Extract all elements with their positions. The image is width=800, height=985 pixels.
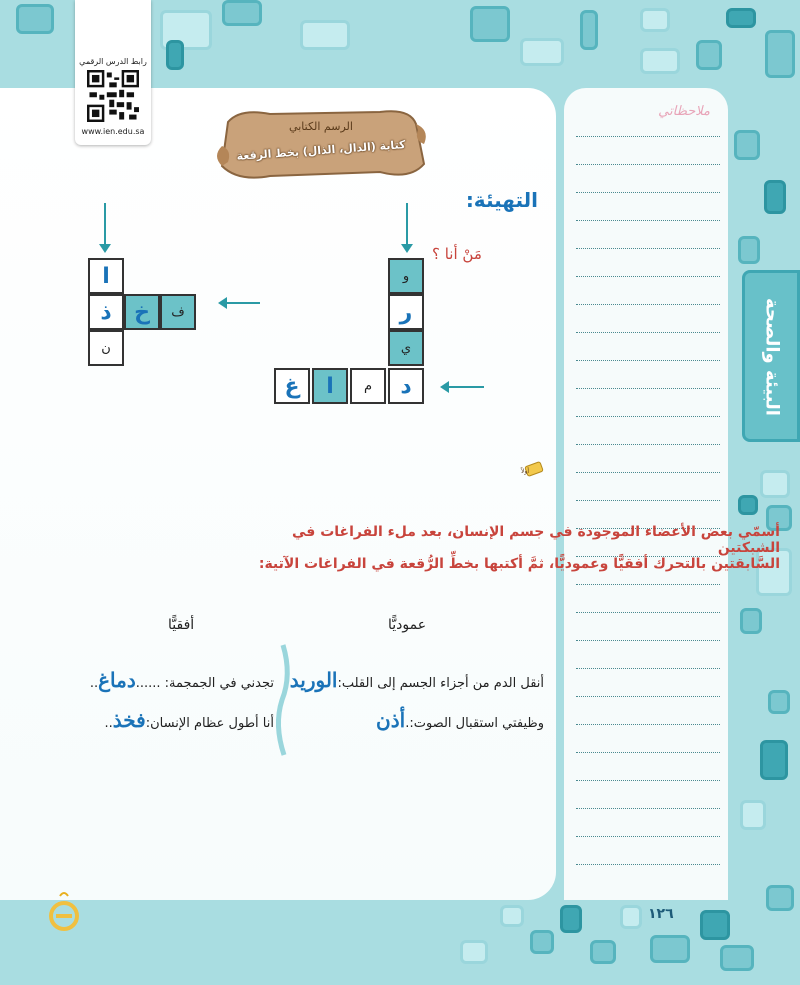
clue-text: تجدني في الجمجمة: ......	[135, 676, 274, 691]
arrow-left-icon	[448, 386, 484, 388]
clue-vertical-2	[376, 708, 544, 732]
note-line	[576, 640, 720, 641]
clue-text: وظيفتي استقبال الصوت:.	[405, 716, 544, 731]
note-line	[576, 220, 720, 221]
grid-right-cell: د	[388, 368, 424, 404]
note-line	[576, 612, 720, 613]
lesson-banner	[210, 100, 432, 190]
horizontal-heading: أفقيًّا	[168, 617, 195, 633]
unit-title: البيئة والصحة	[761, 298, 783, 416]
note-line	[576, 668, 720, 669]
section-heading: التهيئة:	[465, 188, 538, 212]
notes-title: ملاحظاتي	[658, 104, 710, 119]
grid-left-cell: ف	[160, 294, 196, 330]
note-line	[576, 276, 720, 277]
clue-text: أنا أطول عظام الإنسان:	[145, 716, 274, 731]
grid-left-cell: ن	[88, 330, 124, 366]
clue-horizontal-2	[104, 708, 274, 732]
arrow-down-icon	[406, 203, 408, 245]
note-line	[576, 192, 720, 193]
grid-left-cell: خ	[124, 294, 160, 330]
page-number: ١٢٦	[648, 906, 674, 922]
clue-horizontal-1	[90, 668, 274, 692]
question-text: مَنْ أنا ؟	[432, 245, 482, 263]
note-line	[576, 584, 720, 585]
qr-label: رابط الدرس الرقمي	[79, 57, 147, 66]
pencil-icon	[523, 458, 545, 480]
note-line	[576, 332, 720, 333]
arrow-left-icon	[226, 302, 260, 304]
note-line	[576, 416, 720, 417]
clue-tail: ..	[104, 716, 113, 731]
grid-right-cell: و	[388, 258, 424, 294]
note-line	[576, 248, 720, 249]
divider-icon	[274, 645, 292, 755]
note-line	[576, 836, 720, 837]
grid-left-cell: ا	[88, 258, 124, 294]
grid-right-cell: ا	[312, 368, 348, 404]
unit-side-tab	[742, 270, 800, 442]
note-line	[576, 500, 720, 501]
note-line	[576, 752, 720, 753]
arrow-down-icon	[104, 203, 106, 245]
clue-tail: ..	[89, 676, 99, 691]
note-line	[576, 304, 720, 305]
vertical-heading: عموديًّا	[388, 617, 427, 633]
grid-right-cell: ر	[388, 294, 424, 330]
note-line	[576, 444, 720, 445]
answer-text: الوريد	[289, 668, 338, 692]
instruction-line-1: أسمّي بعض الأعضاء الموجودة في جسم الإنسان، بعد ملء الفراغات في الشبكتين	[292, 524, 780, 556]
note-line	[576, 388, 720, 389]
instruction-line-2: السَّابقتين بالتحرك أفقيًّا وعموديًّا، ثمَّ أكتبها بخطِّ الرُّقعة في الفراغات الآتية:	[258, 556, 780, 572]
note-line	[576, 780, 720, 781]
qr-card[interactable]	[75, 0, 151, 145]
answer-text: دماغ	[98, 668, 136, 692]
answer-text: أذن	[376, 708, 406, 732]
answer-text: فخذ	[112, 708, 146, 732]
clue-text: أنقل الدم من أجزاء الجسم إلى القلب:	[337, 676, 544, 691]
note-line	[576, 136, 720, 137]
banner-subtitle: كتابة (الدال، الذال) بخط الرقعة	[236, 138, 406, 163]
banner-title: الرسم الكتابي	[289, 120, 353, 133]
grid-right-cell: ي	[388, 330, 424, 366]
publisher-logo-icon	[46, 888, 84, 932]
grid-left-cell: ذ	[88, 294, 124, 330]
note-line	[576, 472, 720, 473]
qr-code-icon[interactable]	[87, 70, 139, 122]
qr-url: www.ien.edu.sa	[81, 127, 145, 136]
notes-column	[564, 88, 728, 900]
note-line	[576, 164, 720, 165]
note-line	[576, 808, 720, 809]
note-line	[576, 696, 720, 697]
clue-vertical-1	[290, 668, 544, 692]
grid-right-cell: غ	[274, 368, 310, 404]
note-line	[576, 724, 720, 725]
svg-text:أولاً: أولاً	[521, 468, 529, 475]
note-line	[576, 864, 720, 865]
note-line	[576, 360, 720, 361]
grid-right-cell: م	[350, 368, 386, 404]
